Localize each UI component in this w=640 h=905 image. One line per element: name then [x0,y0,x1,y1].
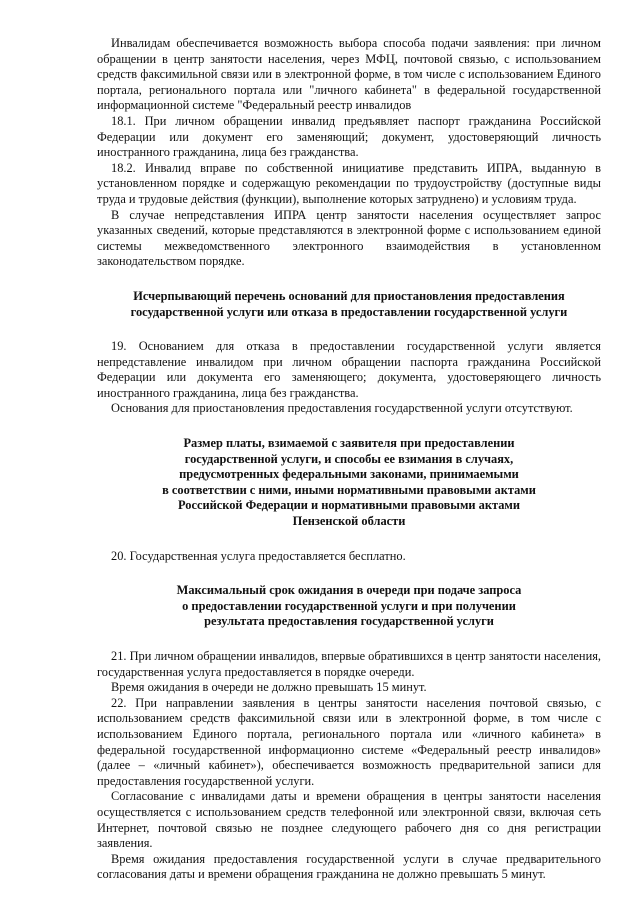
paragraph: Время ожидания предоставления государственной услуги в случае предварительного согласования даты и времени обращения гражданина не должно превышать 5 минут. [97,851,601,882]
heading-line: результата предоставления государственной услуги [204,614,494,629]
paragraph: 18.1. При личном обращении инвалид предъявляет паспорт гражданина Российской Федерации или документ его заменяющий; документ, удостоверяющий личность иностранного гражданина, лица без гражданства. [97,113,601,160]
paragraph: Инвалидам обеспечивается возможность выбора способа подачи заявления: при личном обращении в центр занятости населения, через МФЦ, почтовой связью, с использованием средств факсимильной связи или в электронной форме, в том числе с использованием Единого портала, регионального портала или "личного кабинета" в федеральной государственной информационной системе "Федеральный реестр инвалидов [97,36,601,113]
heading-line: Размер платы, взимаемой с заявителя при предоставлении [183,436,515,451]
paragraph: В случае непредставления ИПРА центр занятости населения осуществляет запрос указанных сведений, которые представляются в электронной форме с использованием единой системы межведомственного электронного взаимодействия в установленном законодательством порядке. [97,207,601,269]
heading-line: государственной услуги или отказа в предоставлении государственной услуги [130,304,568,319]
heading-line: о предоставлении государственной услуги и при получении [182,598,516,613]
section-heading-queue-time [97,583,601,630]
paragraph: 22. При направлении заявления в центры занятости населения почтовой связью, с использованием средств факсимильной связи или в электронной форме, в том числе с использованием Единого портала, регионального портала или «личного кабинета» в федеральной государственной информационно системе «Федеральный реестр инвалидов» (далее – «личный кабинет»), обеспечивается возможность предварительной записи для предоставления государственной услуги. [97,695,601,788]
heading-line: Российской Федерации и нормативными правовыми актами [177,498,520,513]
paragraph: Согласование с инвалидами даты и времени обращения в центры занятости населения осуществляется с использованием средств телефонной или электронной связи, включая сеть Интернет, почтовой связью не позднее следующего рабочего дня со дня регистрации заявления. [97,789,601,851]
paragraph: 18.2. Инвалид вправе по собственной инициативе представить ИПРА, выданную в установленном порядке и содержащую рекомендации по трудоустройству (доступные виды труда и трудовые действия (функции), выполнение которых затруднено) и условиям труда. [97,160,601,206]
paragraph: 20. Государственная услуга предоставляется бесплатно. [111,548,406,563]
heading-line: Исчерпывающий перечень оснований для приостановления предоставления [133,288,565,303]
section-heading-suspension-refusal [97,289,601,320]
paragraph: Основания для приостановления предоставления государственной услуги отсутствуют. [111,401,573,416]
heading-line: предусмотренных федеральными законами, принимаемыми [179,467,519,482]
paragraph: 19. Основанием для отказа в предоставлении государственной услуги является непредставление инвалидом при личном обращении паспорта гражданина Российской Федерации или документа его заменяющего; документа, удостоверяющего личность иностранного гражданина, лица без гражданства. [97,339,601,400]
heading-line: Пензенской области [292,514,406,529]
paragraph: 21. При личном обращении инвалидов, впервые обратившихся в центр занятости населения, государственная услуга предоставляется в порядке очереди. [97,649,601,679]
heading-line: в соответствии с ними, иными нормативными правовыми актами [162,482,536,497]
paragraph: Время ожидания в очереди не должно превышать 15 минут. [111,680,427,695]
section-heading-fee [97,436,601,530]
heading-line: государственной услуги, и способы ее взимания в случаях, [184,451,514,466]
document-page [97,36,601,883]
heading-line: Максимальный срок ожидания в очереди при подаче запроса [176,583,522,598]
